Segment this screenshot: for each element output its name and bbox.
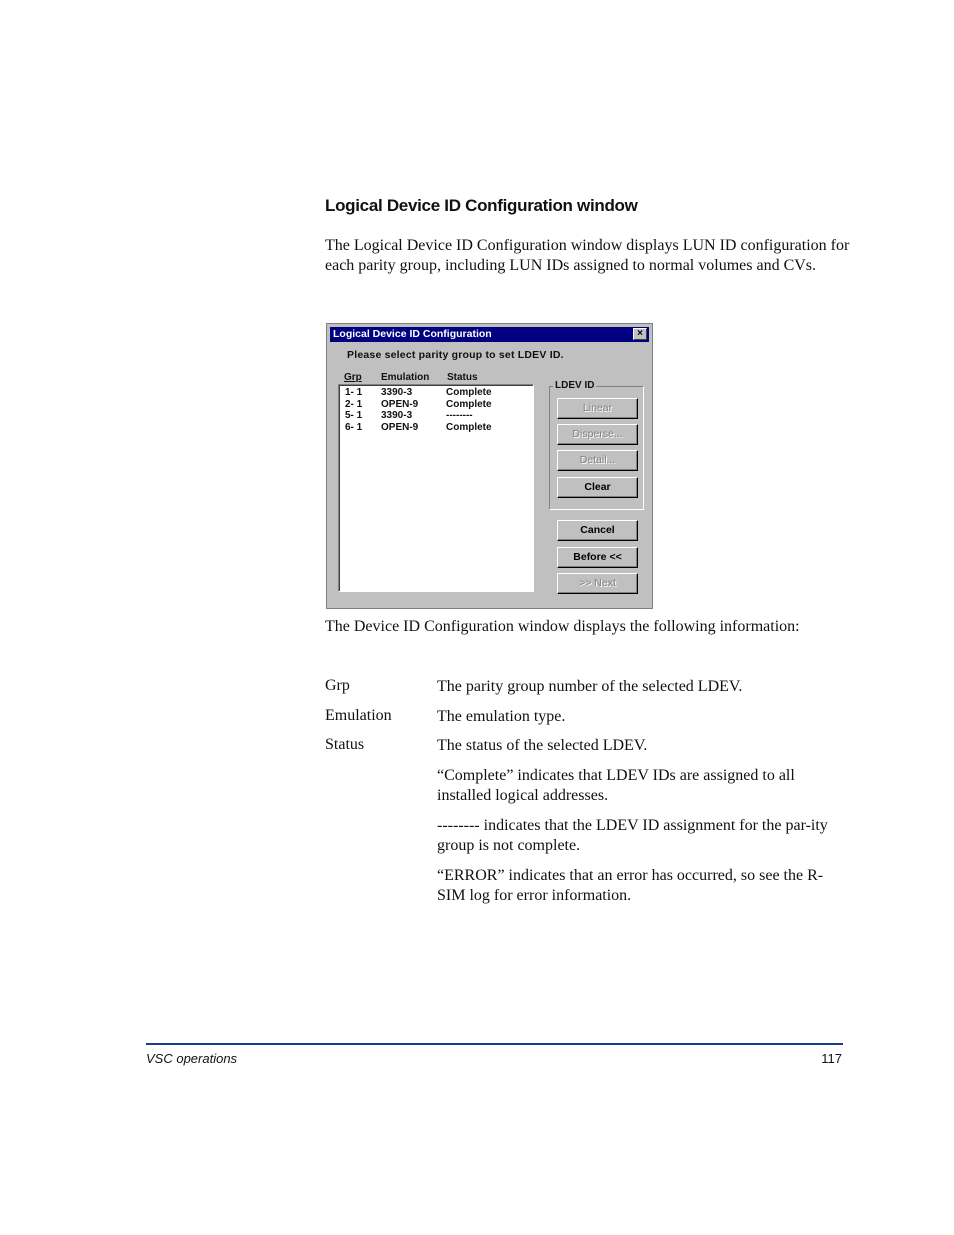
detail-button[interactable]: Detail...	[557, 450, 638, 471]
status-note-complete: “Complete” indicates that LDEV IDs are assigned to all installed logical addresses.	[437, 767, 795, 804]
disperse-button[interactable]: Disperse...	[557, 424, 638, 445]
row-grp: 6- 1	[345, 422, 363, 433]
dialog-title: Logical Device ID Configuration	[333, 328, 492, 340]
row-grp: 5- 1	[345, 410, 363, 421]
page-number: 117	[821, 1051, 842, 1066]
close-icon[interactable]: ×	[633, 328, 647, 340]
footer-rule	[146, 1043, 843, 1045]
row-emulation: OPEN-9	[381, 399, 419, 410]
ldev-id-group-label: LDEV ID	[555, 380, 595, 391]
before-button[interactable]: Before <<	[557, 547, 638, 568]
dialog-titlebar	[330, 327, 649, 342]
section-heading: Logical Device ID Configuration window	[325, 196, 638, 215]
desc-grp: The parity group number of the selected LDEV.	[437, 678, 743, 695]
row-status: Complete	[446, 422, 492, 433]
cancel-button[interactable]: Cancel	[557, 520, 638, 541]
intro-paragraph: The Logical Device ID Configuration window displays LUN ID configuration for each parity group, including LUN IDs assigned to normal volumes and CVs.	[325, 237, 850, 274]
row-status: Complete	[446, 399, 492, 410]
row-status: --------	[446, 410, 473, 421]
row-emulation: 3390-3	[381, 387, 413, 398]
row-emulation: 3390-3	[381, 410, 413, 421]
row-grp: 1- 1	[345, 387, 363, 398]
row-status: Complete	[446, 387, 492, 398]
status-note-incomplete: -------- indicates that the LDEV ID assignment for the par-ity group is not complete.	[437, 817, 828, 854]
row-grp: 2- 1	[345, 399, 363, 410]
list-item[interactable]	[339, 422, 529, 434]
next-button[interactable]: >> Next	[557, 573, 638, 594]
ldev-config-dialog	[326, 323, 653, 609]
parity-group-list[interactable]	[338, 384, 534, 592]
after-figure-text: The Device ID Configuration window displays the following information:	[325, 618, 800, 635]
clear-button[interactable]: Clear	[557, 477, 638, 498]
footer-section-title: VSC operations	[146, 1051, 238, 1066]
dialog-prompt: Please select parity group to set LDEV ID.	[347, 349, 564, 361]
list-item[interactable]	[339, 387, 529, 399]
status-note-error: “ERROR” indicates that an error has occurred, so see the R-SIM log for error information.	[437, 867, 824, 904]
linear-button[interactable]: Linear	[557, 398, 638, 419]
column-header-grp[interactable]: Grp	[344, 372, 362, 383]
column-header-status[interactable]: Status	[447, 372, 478, 383]
desc-status: The status of the selected LDEV.	[437, 737, 648, 754]
desc-emulation: The emulation type.	[437, 708, 566, 725]
list-item[interactable]	[339, 410, 529, 422]
row-emulation: OPEN-9	[381, 422, 419, 433]
column-header-emulation[interactable]: Emulation	[381, 372, 430, 383]
term-emulation: Emulation	[325, 707, 392, 724]
term-grp: Grp	[325, 677, 350, 694]
term-status: Status	[325, 736, 365, 753]
